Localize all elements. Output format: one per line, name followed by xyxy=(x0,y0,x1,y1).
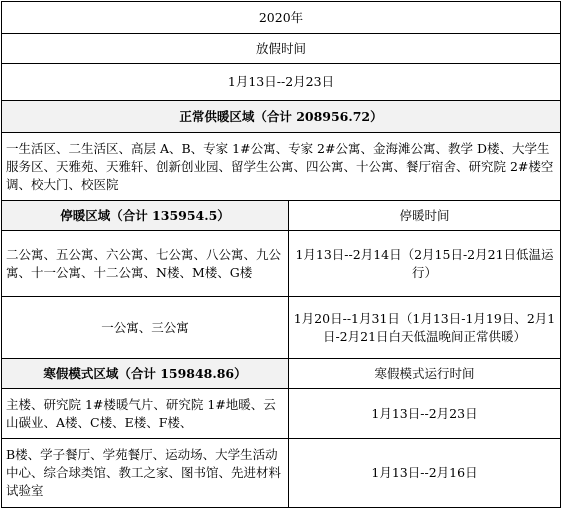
winter-mode-header: 寒假模式区域（合计 159848.86） xyxy=(2,359,289,389)
table-row xyxy=(2,297,561,359)
normal-heating-header: 正常供暖区域（合计 208956.72） xyxy=(2,101,561,133)
winter-mode-time: 1月13日--2月16日 xyxy=(289,439,561,508)
year-row xyxy=(2,2,561,34)
normal-heating-areas: 一生活区、二生活区、高层 A、B、专家 1#公寓、专家 2#公寓、金海滩公寓、教学 D楼、大学生服务区、天雅苑、天雅轩、创新创业园、留学生公寓、四公寓、十公寓、餐厅宿舍、研究院 2#楼空调、校大门、校医院 xyxy=(2,133,561,201)
winter-mode-header-row xyxy=(2,359,561,389)
holiday-label-row xyxy=(2,34,561,64)
normal-heating-areas-row xyxy=(2,133,561,201)
stop-heating-time: 1月20日--1月31日（1月13日-1月19日、2月1日-2月21日白天低温晚间正常供暖） xyxy=(289,297,561,359)
normal-heating-header-row xyxy=(2,101,561,133)
year-cell: 2020年 xyxy=(2,2,561,34)
holiday-period-row xyxy=(2,64,561,101)
stop-heating-header: 停暖区域（合计 135954.5） xyxy=(2,201,289,231)
winter-mode-time-header: 寒假模式运行时间 xyxy=(289,359,561,389)
winter-mode-time: 1月13日--2月23日 xyxy=(289,389,561,439)
stop-heating-time-header: 停暖时间 xyxy=(289,201,561,231)
stop-heating-time: 1月13日--2月14日（2月15日-2月21日低温运行） xyxy=(289,231,561,297)
table-row xyxy=(2,389,561,439)
heating-schedule-table xyxy=(1,1,561,508)
holiday-label-cell: 放假时间 xyxy=(2,34,561,64)
winter-mode-areas: B楼、学子餐厅、学苑餐厅、运动场、大学生活动中心、综合球类馆、教工之家、图书馆、先进材料试验室 xyxy=(2,439,289,508)
table-row xyxy=(2,439,561,508)
table-row xyxy=(2,231,561,297)
stop-heating-areas: 一公寓、三公寓 xyxy=(2,297,289,359)
winter-mode-areas: 主楼、研究院 1#楼暖气片、研究院 1#地暖、云山碳业、A楼、C楼、E楼、F楼、 xyxy=(2,389,289,439)
stop-heating-header-row xyxy=(2,201,561,231)
stop-heating-areas: 二公寓、五公寓、六公寓、七公寓、八公寓、九公寓、十一公寓、十二公寓、N楼、M楼、G楼 xyxy=(2,231,289,297)
holiday-period-cell: 1月13日--2月23日 xyxy=(2,64,561,101)
